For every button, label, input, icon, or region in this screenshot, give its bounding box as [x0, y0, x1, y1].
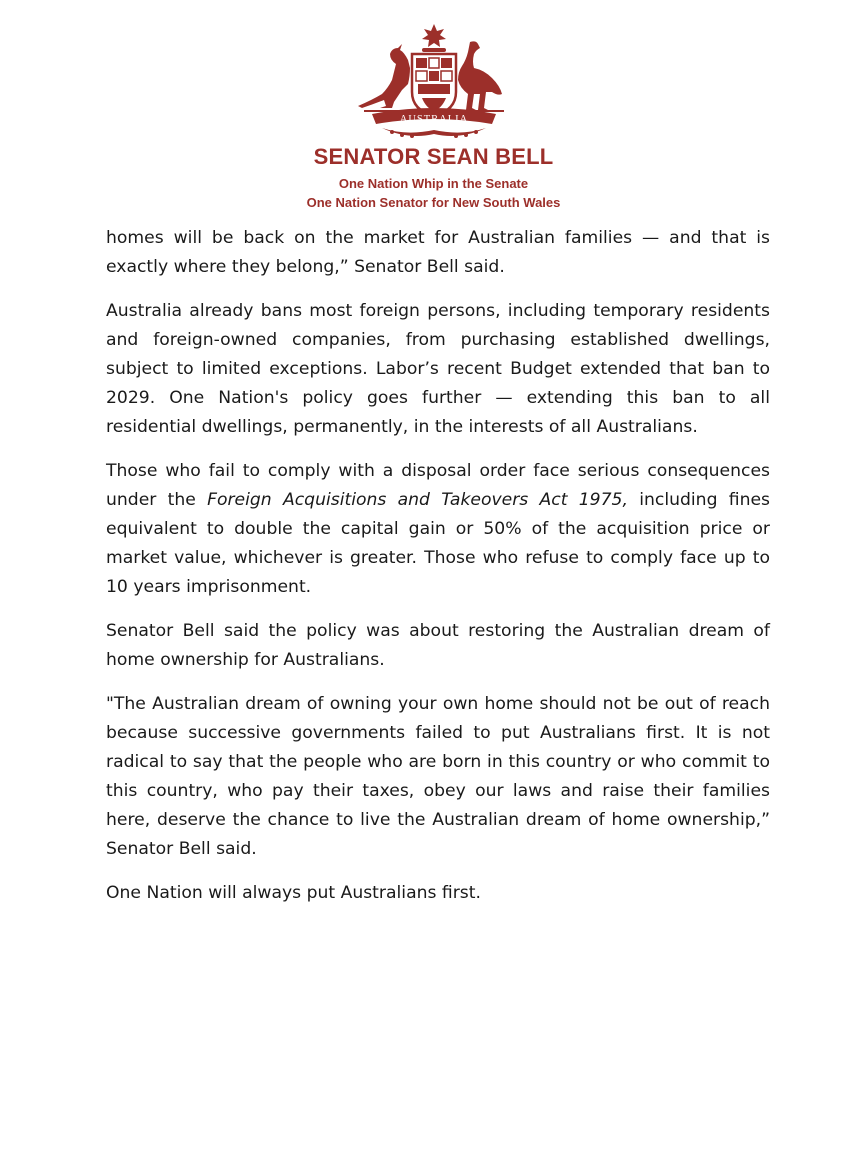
- coat-of-arms-logo: [352, 22, 516, 142]
- consequences-text-start: Those who fail to comply with a disposal order face serious consequences under the: [106, 461, 770, 510]
- paragraph-quote: "The Australian dream of owning your own home should not be out of reach because successive governments failed to put Australians first. It is not radical to say that the people who are born in this country or who commit to this country, who pay their taxes, obey our laws and raise their families here, deserve the chance to live the Australian dream of home ownership,” Senator Bell said.: [106, 694, 770, 859]
- act-title: Foreign Acquisitions and Takeovers Act 1975,: [207, 490, 628, 510]
- sender-role-whip: One Nation Whip in the Senate: [338, 176, 529, 191]
- paragraph-homes-back: homes will be back on the market for Australian families — and that is exactly where they belong,” Senator Bell said.: [106, 228, 770, 277]
- letterhead: [0, 0, 867, 215]
- crest-banner-text: AUSTRALIA: [399, 114, 469, 125]
- paragraph-consequences: [106, 457, 770, 602]
- sender-name: SENATOR SEAN BELL: [313, 144, 554, 169]
- consequences-text-end: including fines equivalent to double the capital gain or 50% of the acquisition price or market value, whichever is greater. Those who refuse to comply face up to 10 years imprisonment.: [106, 490, 770, 597]
- press-release-body: [106, 224, 770, 923]
- paragraph-foreign-ban: Australia already bans most foreign persons, including temporary residents and foreign-owned companies, from purchasing established dwellings, subject to limited exceptions. Labor’s recent Budget extended that ban to 2029. One Nation's policy goes further — extending this ban to all residential dwellings, permanently, in the interests of all Australians.: [106, 301, 770, 437]
- sender-role-senator: One Nation Senator for New South Wales: [306, 195, 561, 210]
- paragraph-closing: One Nation will always put Australians first.: [106, 883, 481, 903]
- paragraph-restoring-dream: Senator Bell said the policy was about restoring the Australian dream of home ownership for Australians.: [106, 621, 770, 670]
